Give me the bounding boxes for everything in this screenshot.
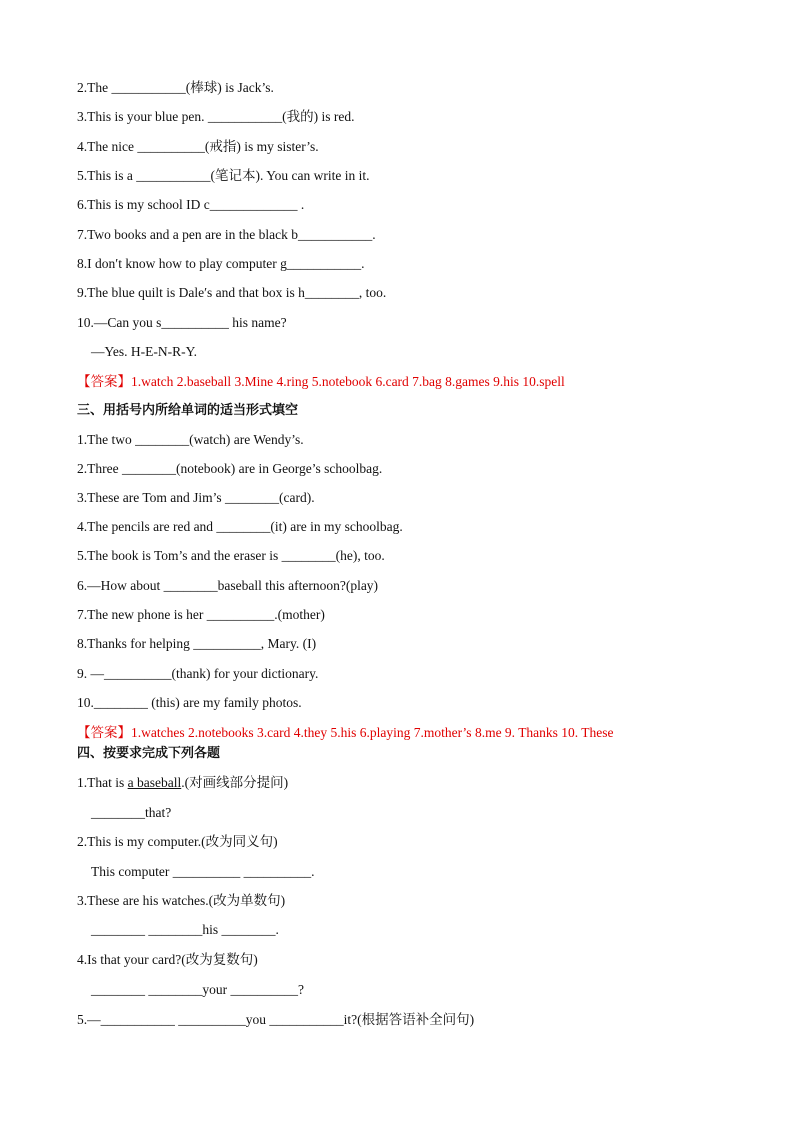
question-line: 2.The ___________(棒球) is Jack’s.	[77, 80, 274, 95]
question-line: 6.This is my school ID c_____________ .	[77, 197, 305, 212]
answer-blank-line: ________ ________his ________.	[91, 922, 279, 937]
question-line: 2.Three ________(notebook) are in George’s schoolbag.	[77, 461, 383, 476]
question-line: 4.The nice __________(戒指) is my sister’s.	[77, 139, 319, 154]
answer-blank-line: This computer __________ __________.	[91, 864, 315, 879]
question-prefix: 1.That is	[77, 775, 128, 790]
question-line: 9. —__________(thank) for your dictionary.	[77, 666, 319, 681]
question-line: 4.The pencils are red and ________(it) are in my schoolbag.	[77, 519, 403, 534]
question-line: 8.I don′t know how to play computer g___________.	[77, 256, 365, 271]
question-line: 10.—Can you s__________ his name?	[77, 315, 287, 330]
question-line: 3.These are Tom and Jim’s ________(card).	[77, 490, 315, 505]
question-line	[77, 774, 760, 792]
question-line: 3.These are his watches.(改为单数句)	[77, 893, 286, 908]
section-heading: 四、按要求完成下列各题	[77, 746, 221, 761]
question-line: 6.—How about ________baseball this afternoon?(play)	[77, 578, 379, 593]
question-line: 4.Is that your card?(改为复数句)	[77, 952, 258, 967]
underlined-phrase: a baseball	[127, 775, 182, 790]
question-line: 8.Thanks for helping __________, Mary. (I)	[77, 636, 317, 651]
answer-blank-line: ________ ________your __________?	[91, 982, 304, 997]
section-heading: 三、用括号内所给单词的适当形式填空	[77, 403, 299, 418]
question-line: 1.The two ________(watch) are Wendy’s.	[77, 432, 304, 447]
answer-blank-line: ________that?	[91, 805, 172, 820]
question-line: 5.This is a ___________(笔记本). You can write in it.	[77, 168, 370, 183]
question-suffix: .(对画线部分提问)	[181, 775, 289, 790]
question-line: 10.________ (this) are my family photos.	[77, 695, 302, 710]
answer-key: 【答案】1.watch 2.baseball 3.Mine 4.ring 5.notebook 6.card 7.bag 8.games 9.his 10.spell	[77, 374, 565, 389]
question-line: 3.This is your blue pen. ___________(我的) is red.	[77, 109, 355, 124]
reply-line: —Yes. H-E-N-R-Y.	[91, 344, 198, 359]
question-line: 7.The new phone is her __________.(mother)	[77, 607, 325, 622]
question-line: 5.The book is Tom’s and the eraser is ________(he), too.	[77, 548, 385, 563]
question-line: 2.This is my computer.(改为同义句)	[77, 834, 278, 849]
question-line: 5.—___________ __________you ___________it?(根据答语补全问句)	[77, 1012, 475, 1027]
answer-key: 【答案】1.watches 2.notebooks 3.card 4.they 5.his 6.playing 7.mother’s 8.me 9. Thanks 10. These	[77, 725, 614, 740]
question-line: 7.Two books and a pen are in the black b___________.	[77, 227, 376, 242]
question-line: 9.The blue quilt is Dale′s and that box is h________, too.	[77, 285, 387, 300]
